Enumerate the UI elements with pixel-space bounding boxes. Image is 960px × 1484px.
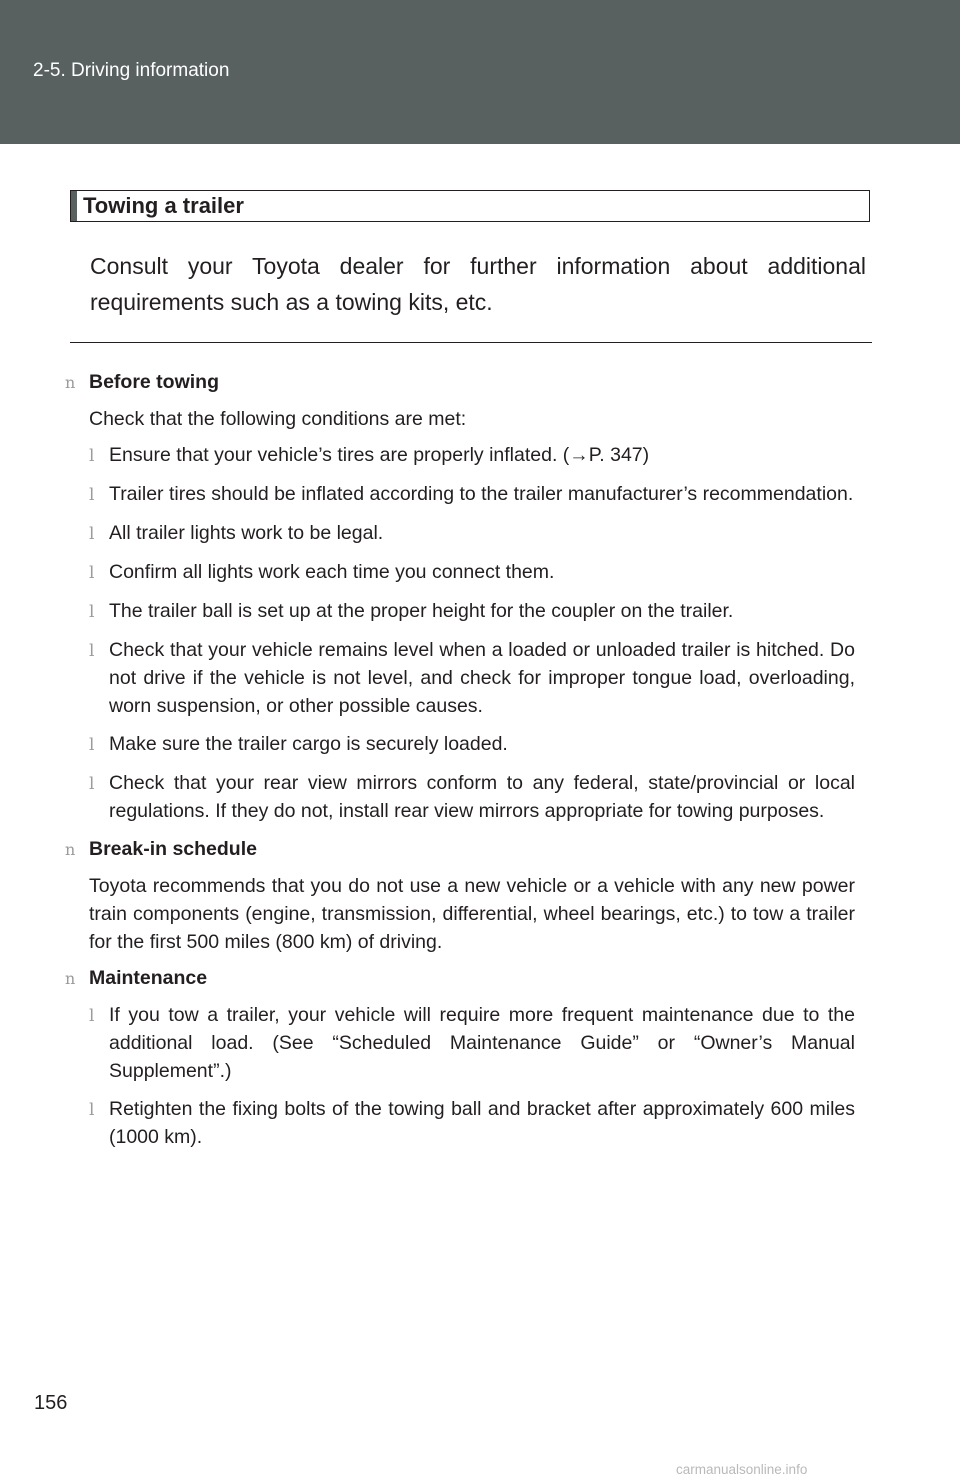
note-title: Before towing bbox=[89, 371, 219, 393]
notes-area bbox=[65, 368, 855, 1161]
note-before-towing bbox=[65, 368, 855, 825]
list-item bbox=[89, 441, 855, 470]
list-item bbox=[89, 769, 855, 825]
watermark: carmanualsonline.info bbox=[676, 1462, 808, 1477]
square-bullet-icon: n bbox=[65, 373, 76, 392]
note-text: Check that the following conditions are met: bbox=[89, 408, 467, 430]
bullet-list bbox=[65, 441, 855, 825]
list-item-text: If you tow a trailer, your vehicle will require more frequent maintenance due to the additional load. (See “Scheduled Maintenance Guide” or “Owner’s Manual Supplement”.) bbox=[109, 1004, 855, 1082]
list-item bbox=[89, 597, 855, 626]
breadcrumb: 2-5. Driving information bbox=[33, 60, 230, 81]
bullet-icon: l bbox=[89, 563, 95, 583]
bullet-icon: l bbox=[89, 735, 95, 755]
list-item bbox=[89, 558, 855, 587]
list-item bbox=[89, 519, 855, 548]
bullet-icon: l bbox=[89, 774, 95, 794]
note-title: Maintenance bbox=[89, 967, 208, 989]
list-item-text: Ensure that your vehicle’s tires are properly inflated. (→P. 347) bbox=[109, 444, 650, 466]
page-number: 156 bbox=[34, 1392, 68, 1414]
bullet-icon: l bbox=[89, 446, 95, 466]
list-item-text: Check that your rear view mirrors conform to any federal, state/provincial or local regulations. If they do not, install rear view mirrors appropriate for towing purposes. bbox=[109, 772, 855, 822]
bullet-icon: l bbox=[89, 524, 95, 544]
note-heading bbox=[65, 368, 855, 397]
bullet-icon: l bbox=[89, 602, 95, 622]
section-heading-box bbox=[70, 190, 870, 222]
intro-paragraph: Consult your Toyota dealer for further information about additional requirements such as a towing kits, etc. bbox=[90, 253, 866, 315]
section-title: Towing a trailer bbox=[83, 193, 244, 218]
list-item-text: Retighten the fixing bolts of the towing ball and bracket after approximately 600 miles (1000 km). bbox=[109, 1098, 855, 1148]
note-title: Break-in schedule bbox=[89, 838, 257, 860]
section-heading-bar bbox=[71, 191, 77, 221]
list-item bbox=[89, 636, 855, 720]
list-item-text: Confirm all lights work each time you connect them. bbox=[109, 561, 555, 583]
note-maintenance bbox=[65, 964, 855, 1151]
bullet-list bbox=[65, 1001, 855, 1151]
bullet-icon: l bbox=[89, 1100, 95, 1120]
bullet-icon: l bbox=[89, 641, 95, 661]
list-item-text: The trailer ball is set up at the proper height for the coupler on the trailer. bbox=[109, 600, 734, 622]
bullet-icon: l bbox=[89, 485, 95, 505]
list-item bbox=[89, 730, 855, 759]
list-item-text: Trailer tires should be inflated according to the trailer manufacturer’s recommendation. bbox=[109, 483, 854, 505]
list-item bbox=[89, 1001, 855, 1085]
header-band bbox=[0, 0, 960, 144]
list-item-text: All trailer lights work to be legal. bbox=[109, 522, 384, 544]
divider bbox=[70, 342, 872, 343]
list-item-text: Make sure the trailer cargo is securely loaded. bbox=[109, 733, 508, 755]
list-item bbox=[89, 480, 855, 509]
square-bullet-icon: n bbox=[65, 840, 76, 859]
list-item-text: Check that your vehicle remains level when a loaded or unloaded trailer is hitched. Do not drive if the vehicle is not level, and check for improper tongue load, overloading, worn suspension, or other possible causes. bbox=[109, 639, 855, 717]
note-break-in-schedule bbox=[65, 835, 855, 956]
note-heading bbox=[65, 964, 855, 993]
list-item bbox=[89, 1095, 855, 1151]
square-bullet-icon: n bbox=[65, 969, 76, 988]
note-heading bbox=[65, 835, 855, 864]
note-text: Toyota recommends that you do not use a new vehicle or a vehicle with any new power train components (engine, transmission, differential, wheel bearings, etc.) to tow a trailer for the first 500 miles (800 km) of driving. bbox=[89, 875, 855, 953]
bullet-icon: l bbox=[89, 1006, 95, 1026]
